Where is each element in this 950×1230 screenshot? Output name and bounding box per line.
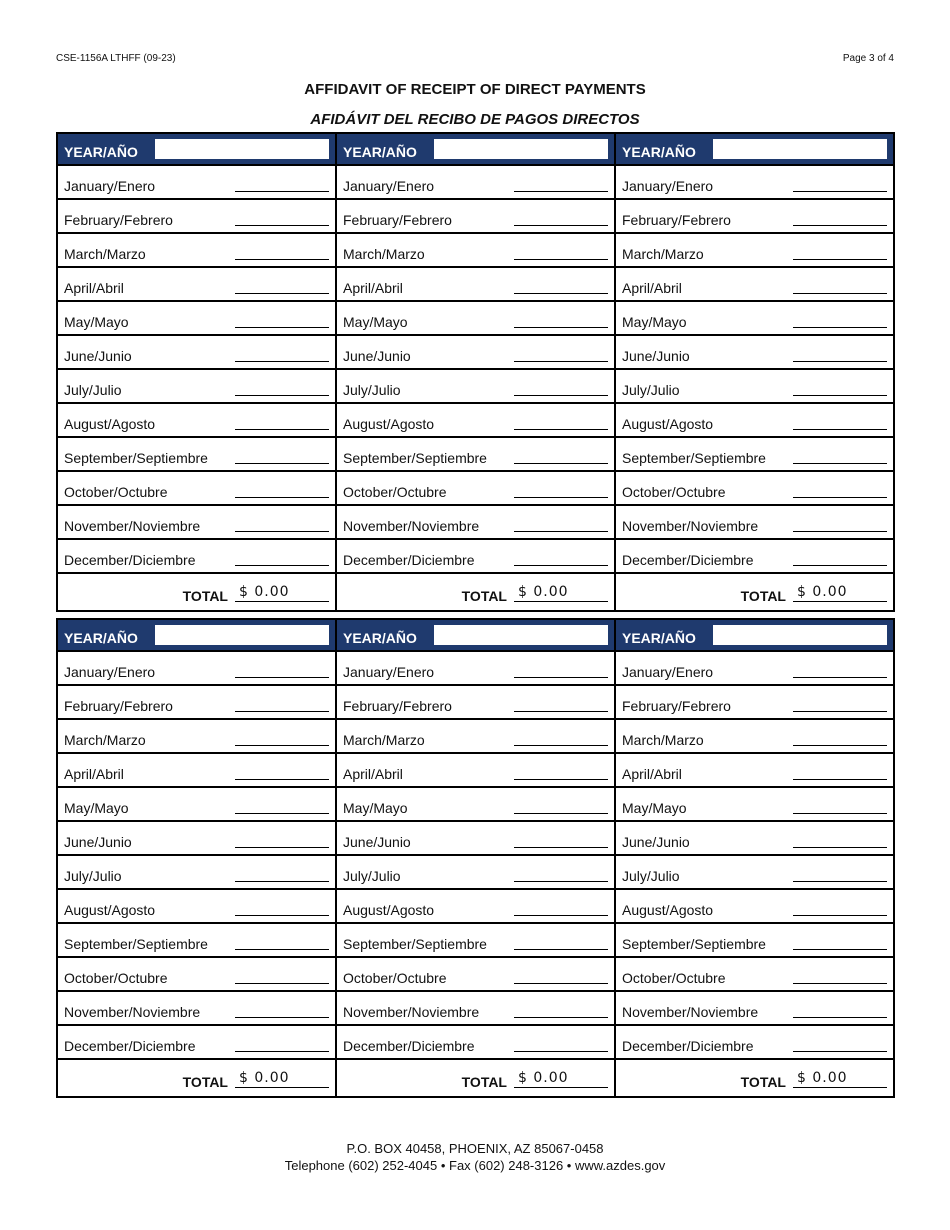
month-row: [616, 302, 893, 336]
month-row: [58, 822, 335, 856]
year-label: YEAR/AÑO: [622, 630, 696, 646]
amount-field[interactable]: [235, 1035, 329, 1052]
month-label: March/Marzo: [343, 732, 425, 748]
year-header: [616, 620, 893, 652]
amount-field[interactable]: [235, 277, 329, 294]
amount-field[interactable]: [793, 311, 887, 328]
month-label: April/Abril: [622, 766, 682, 782]
total-row: [337, 1060, 614, 1094]
amount-field[interactable]: [793, 899, 887, 916]
amount-field[interactable]: [514, 763, 608, 780]
amount-field[interactable]: [793, 209, 887, 226]
year-label: YEAR/AÑO: [64, 144, 138, 160]
month-row: [337, 506, 614, 540]
month-row: [616, 720, 893, 754]
month-label: July/Julio: [622, 382, 680, 398]
month-row: [58, 166, 335, 200]
month-row: [58, 302, 335, 336]
month-row: [58, 404, 335, 438]
total-value[interactable]: $ 0.00: [514, 584, 608, 602]
month-row: [58, 788, 335, 822]
amount-field[interactable]: [235, 661, 329, 678]
amount-field[interactable]: [793, 277, 887, 294]
amount-field[interactable]: [235, 967, 329, 984]
month-row: [616, 652, 893, 686]
year-label: YEAR/AÑO: [343, 630, 417, 646]
month-row: [616, 404, 893, 438]
amount-field[interactable]: [235, 797, 329, 814]
month-label: October/Octubre: [64, 484, 168, 500]
year-column: [58, 620, 337, 1096]
amount-field[interactable]: [793, 967, 887, 984]
year-column: [616, 134, 893, 610]
month-row: [337, 890, 614, 924]
month-label: February/Febrero: [64, 698, 173, 714]
month-row: [58, 958, 335, 992]
total-value[interactable]: $ 0.00: [793, 584, 887, 602]
footer-address: P.O. BOX 40458, PHOENIX, AZ 85067-0458: [346, 1141, 604, 1156]
month-label: February/Febrero: [622, 698, 731, 714]
month-row: [616, 686, 893, 720]
month-row: [616, 540, 893, 574]
month-row: [58, 540, 335, 574]
amount-field[interactable]: [235, 413, 329, 430]
month-label: September/Septiembre: [64, 936, 208, 952]
year-input[interactable]: [155, 139, 329, 159]
amount-field[interactable]: [235, 345, 329, 362]
month-label: March/Marzo: [64, 246, 146, 262]
year-input[interactable]: [434, 139, 608, 159]
month-label: August/Agosto: [622, 416, 714, 432]
month-row: [616, 754, 893, 788]
month-row: [58, 268, 335, 302]
month-label: December/Diciembre: [64, 552, 196, 568]
year-header: [58, 620, 335, 652]
month-label: November/Noviembre: [622, 518, 759, 534]
amount-field[interactable]: [514, 379, 608, 396]
amount-field[interactable]: [514, 865, 608, 882]
month-label: February/Febrero: [343, 212, 452, 228]
month-row: [58, 924, 335, 958]
month-label: June/Junio: [343, 834, 411, 850]
month-label: July/Julio: [343, 868, 401, 884]
month-row: [337, 720, 614, 754]
month-label: March/Marzo: [622, 732, 704, 748]
amount-field[interactable]: [235, 1001, 329, 1018]
amount-field[interactable]: [514, 243, 608, 260]
month-row: [616, 958, 893, 992]
amount-field[interactable]: [514, 175, 608, 192]
month-label: August/Agosto: [343, 416, 435, 432]
year-column: [337, 134, 616, 610]
month-label: February/Febrero: [622, 212, 731, 228]
month-label: May/Mayo: [343, 800, 408, 816]
amount-field[interactable]: [235, 933, 329, 950]
amount-field[interactable]: [793, 549, 887, 566]
month-label: September/Septiembre: [622, 936, 766, 952]
amount-field[interactable]: [514, 967, 608, 984]
page-title: AFFIDAVIT OF RECEIPT OF DIRECT PAYMENTS: [304, 81, 646, 98]
month-label: November/Noviembre: [64, 1004, 201, 1020]
month-row: [337, 652, 614, 686]
month-row: [337, 924, 614, 958]
month-label: July/Julio: [343, 382, 401, 398]
payment-block-2: [56, 618, 895, 1098]
year-label: YEAR/AÑO: [343, 144, 417, 160]
month-row: [58, 686, 335, 720]
amount-field[interactable]: [793, 481, 887, 498]
amount-field[interactable]: [793, 729, 887, 746]
month-label: July/Julio: [64, 382, 122, 398]
amount-field[interactable]: [235, 379, 329, 396]
month-label: June/Junio: [343, 348, 411, 364]
amount-field[interactable]: [793, 763, 887, 780]
month-row: [337, 788, 614, 822]
month-row: [616, 336, 893, 370]
month-row: [58, 336, 335, 370]
year-input[interactable]: [434, 625, 608, 645]
month-row: [337, 370, 614, 404]
month-row: [337, 686, 614, 720]
month-label: August/Agosto: [343, 902, 435, 918]
month-label: December/Diciembre: [622, 552, 754, 568]
month-row: [58, 200, 335, 234]
amount-field[interactable]: [235, 175, 329, 192]
amount-field[interactable]: [793, 831, 887, 848]
amount-field[interactable]: [235, 899, 329, 916]
total-label: TOTAL: [461, 1074, 507, 1090]
month-label: January/Enero: [343, 664, 435, 680]
month-row: [616, 822, 893, 856]
amount-field[interactable]: [514, 933, 608, 950]
month-label: February/Febrero: [343, 698, 452, 714]
month-row: [616, 856, 893, 890]
month-label: September/Septiembre: [64, 450, 208, 466]
amount-field[interactable]: [514, 481, 608, 498]
total-row: [616, 1060, 893, 1094]
total-value[interactable]: $ 0.00: [235, 1070, 329, 1088]
month-row: [616, 234, 893, 268]
page-title-spanish: AFIDÁVIT DEL RECIBO DE PAGOS DIRECTOS: [310, 111, 640, 128]
month-row: [616, 370, 893, 404]
month-row: [58, 1026, 335, 1060]
amount-field[interactable]: [514, 413, 608, 430]
amount-field[interactable]: [235, 515, 329, 532]
amount-field[interactable]: [235, 865, 329, 882]
month-label: April/Abril: [622, 280, 682, 296]
amount-field[interactable]: [514, 549, 608, 566]
amount-field[interactable]: [235, 729, 329, 746]
amount-field[interactable]: [793, 243, 887, 260]
month-row: [616, 200, 893, 234]
total-label: TOTAL: [461, 588, 507, 604]
month-row: [337, 302, 614, 336]
month-label: February/Febrero: [64, 212, 173, 228]
month-label: April/Abril: [343, 766, 403, 782]
amount-field[interactable]: [235, 763, 329, 780]
amount-field[interactable]: [793, 515, 887, 532]
month-label: June/Junio: [64, 348, 132, 364]
year-column: [616, 620, 893, 1096]
total-value[interactable]: $ 0.00: [235, 584, 329, 602]
month-label: January/Enero: [64, 664, 156, 680]
amount-field[interactable]: [793, 695, 887, 712]
month-label: August/Agosto: [622, 902, 714, 918]
month-label: December/Diciembre: [343, 552, 475, 568]
month-label: October/Octubre: [343, 970, 447, 986]
month-label: June/Junio: [64, 834, 132, 850]
year-header: [337, 134, 614, 166]
year-label: YEAR/AÑO: [622, 144, 696, 160]
amount-field[interactable]: [793, 865, 887, 882]
month-row: [616, 506, 893, 540]
month-label: October/Octubre: [64, 970, 168, 986]
year-header: [58, 134, 335, 166]
month-row: [58, 720, 335, 754]
year-label: YEAR/AÑO: [64, 630, 138, 646]
amount-field[interactable]: [514, 447, 608, 464]
month-label: January/Enero: [64, 178, 156, 194]
amount-field[interactable]: [514, 277, 608, 294]
month-row: [58, 234, 335, 268]
year-header: [616, 134, 893, 166]
form-code: CSE-1156A LTHFF (09-23): [56, 53, 176, 64]
month-row: [58, 754, 335, 788]
amount-field[interactable]: [514, 729, 608, 746]
total-label: TOTAL: [182, 1074, 228, 1090]
amount-field[interactable]: [793, 661, 887, 678]
amount-field[interactable]: [235, 481, 329, 498]
month-row: [58, 890, 335, 924]
amount-field[interactable]: [514, 209, 608, 226]
total-label: TOTAL: [182, 588, 228, 604]
total-row: [58, 1060, 335, 1094]
amount-field[interactable]: [235, 243, 329, 260]
payment-block-1: [56, 132, 895, 612]
month-label: September/Septiembre: [343, 936, 487, 952]
amount-field[interactable]: [793, 345, 887, 362]
month-label: December/Diciembre: [622, 1038, 754, 1054]
amount-field[interactable]: [793, 933, 887, 950]
amount-field[interactable]: [793, 447, 887, 464]
month-row: [616, 438, 893, 472]
month-row: [337, 856, 614, 890]
year-column: [58, 134, 337, 610]
month-label: October/Octubre: [343, 484, 447, 500]
amount-field[interactable]: [514, 695, 608, 712]
month-label: May/Mayo: [64, 314, 129, 330]
month-label: November/Noviembre: [343, 1004, 480, 1020]
month-row: [616, 890, 893, 924]
amount-field[interactable]: [235, 831, 329, 848]
month-row: [58, 438, 335, 472]
month-label: May/Mayo: [622, 800, 687, 816]
month-row: [337, 822, 614, 856]
total-row: [337, 574, 614, 608]
month-row: [337, 1026, 614, 1060]
month-label: March/Marzo: [622, 246, 704, 262]
footer-contact: Telephone (602) 252-4045 • Fax (602) 248-3126 • www.azdes.gov: [284, 1158, 666, 1173]
month-label: June/Junio: [622, 834, 690, 850]
amount-field[interactable]: [793, 797, 887, 814]
month-label: November/Noviembre: [343, 518, 480, 534]
month-row: [337, 438, 614, 472]
month-label: April/Abril: [64, 280, 124, 296]
month-label: October/Octubre: [622, 970, 726, 986]
year-header: [337, 620, 614, 652]
month-label: April/Abril: [64, 766, 124, 782]
month-label: August/Agosto: [64, 902, 156, 918]
month-label: July/Julio: [64, 868, 122, 884]
total-row: [58, 574, 335, 608]
month-row: [58, 992, 335, 1026]
month-label: March/Marzo: [343, 246, 425, 262]
amount-field[interactable]: [793, 413, 887, 430]
amount-field[interactable]: [514, 899, 608, 916]
total-value[interactable]: $ 0.00: [514, 1070, 608, 1088]
month-row: [616, 1026, 893, 1060]
month-row: [337, 200, 614, 234]
month-row: [337, 336, 614, 370]
amount-field[interactable]: [235, 209, 329, 226]
month-row: [58, 506, 335, 540]
month-label: December/Diciembre: [64, 1038, 196, 1054]
month-row: [337, 472, 614, 506]
month-label: May/Mayo: [343, 314, 408, 330]
page-number: Page 3 of 4: [842, 53, 894, 64]
month-label: June/Junio: [622, 348, 690, 364]
month-row: [337, 958, 614, 992]
month-label: April/Abril: [343, 280, 403, 296]
month-row: [58, 652, 335, 686]
amount-field[interactable]: [235, 549, 329, 566]
month-label: January/Enero: [343, 178, 435, 194]
month-label: November/Noviembre: [64, 518, 201, 534]
amount-field[interactable]: [235, 311, 329, 328]
amount-field[interactable]: [514, 661, 608, 678]
amount-field[interactable]: [235, 447, 329, 464]
amount-field[interactable]: [793, 379, 887, 396]
month-row: [337, 992, 614, 1026]
month-label: May/Mayo: [64, 800, 129, 816]
month-label: May/Mayo: [622, 314, 687, 330]
month-label: December/Diciembre: [343, 1038, 475, 1054]
month-row: [337, 234, 614, 268]
total-value[interactable]: $ 0.00: [793, 1070, 887, 1088]
month-row: [337, 404, 614, 438]
month-label: October/Octubre: [622, 484, 726, 500]
amount-field[interactable]: [793, 175, 887, 192]
amount-field[interactable]: [514, 515, 608, 532]
amount-field[interactable]: [514, 345, 608, 362]
amount-field[interactable]: [514, 1001, 608, 1018]
month-row: [337, 754, 614, 788]
month-label: July/Julio: [622, 868, 680, 884]
total-label: TOTAL: [740, 588, 786, 604]
month-label: November/Noviembre: [622, 1004, 759, 1020]
amount-field[interactable]: [793, 1035, 887, 1052]
month-row: [58, 472, 335, 506]
year-input[interactable]: [713, 139, 887, 159]
month-row: [616, 924, 893, 958]
month-label: March/Marzo: [64, 732, 146, 748]
year-input[interactable]: [155, 625, 329, 645]
month-row: [58, 856, 335, 890]
month-row: [58, 370, 335, 404]
year-input[interactable]: [713, 625, 887, 645]
month-label: January/Enero: [622, 178, 714, 194]
month-row: [337, 540, 614, 574]
amount-field[interactable]: [514, 831, 608, 848]
year-column: [337, 620, 616, 1096]
month-row: [337, 166, 614, 200]
amount-field[interactable]: [514, 311, 608, 328]
month-label: January/Enero: [622, 664, 714, 680]
month-row: [616, 166, 893, 200]
month-label: August/Agosto: [64, 416, 156, 432]
month-row: [616, 992, 893, 1026]
month-row: [616, 472, 893, 506]
month-label: September/Septiembre: [622, 450, 766, 466]
month-row: [616, 268, 893, 302]
amount-field[interactable]: [514, 797, 608, 814]
amount-field[interactable]: [514, 1035, 608, 1052]
month-row: [616, 788, 893, 822]
total-row: [616, 574, 893, 608]
total-label: TOTAL: [740, 1074, 786, 1090]
amount-field[interactable]: [235, 695, 329, 712]
month-label: September/Septiembre: [343, 450, 487, 466]
amount-field[interactable]: [793, 1001, 887, 1018]
month-row: [337, 268, 614, 302]
